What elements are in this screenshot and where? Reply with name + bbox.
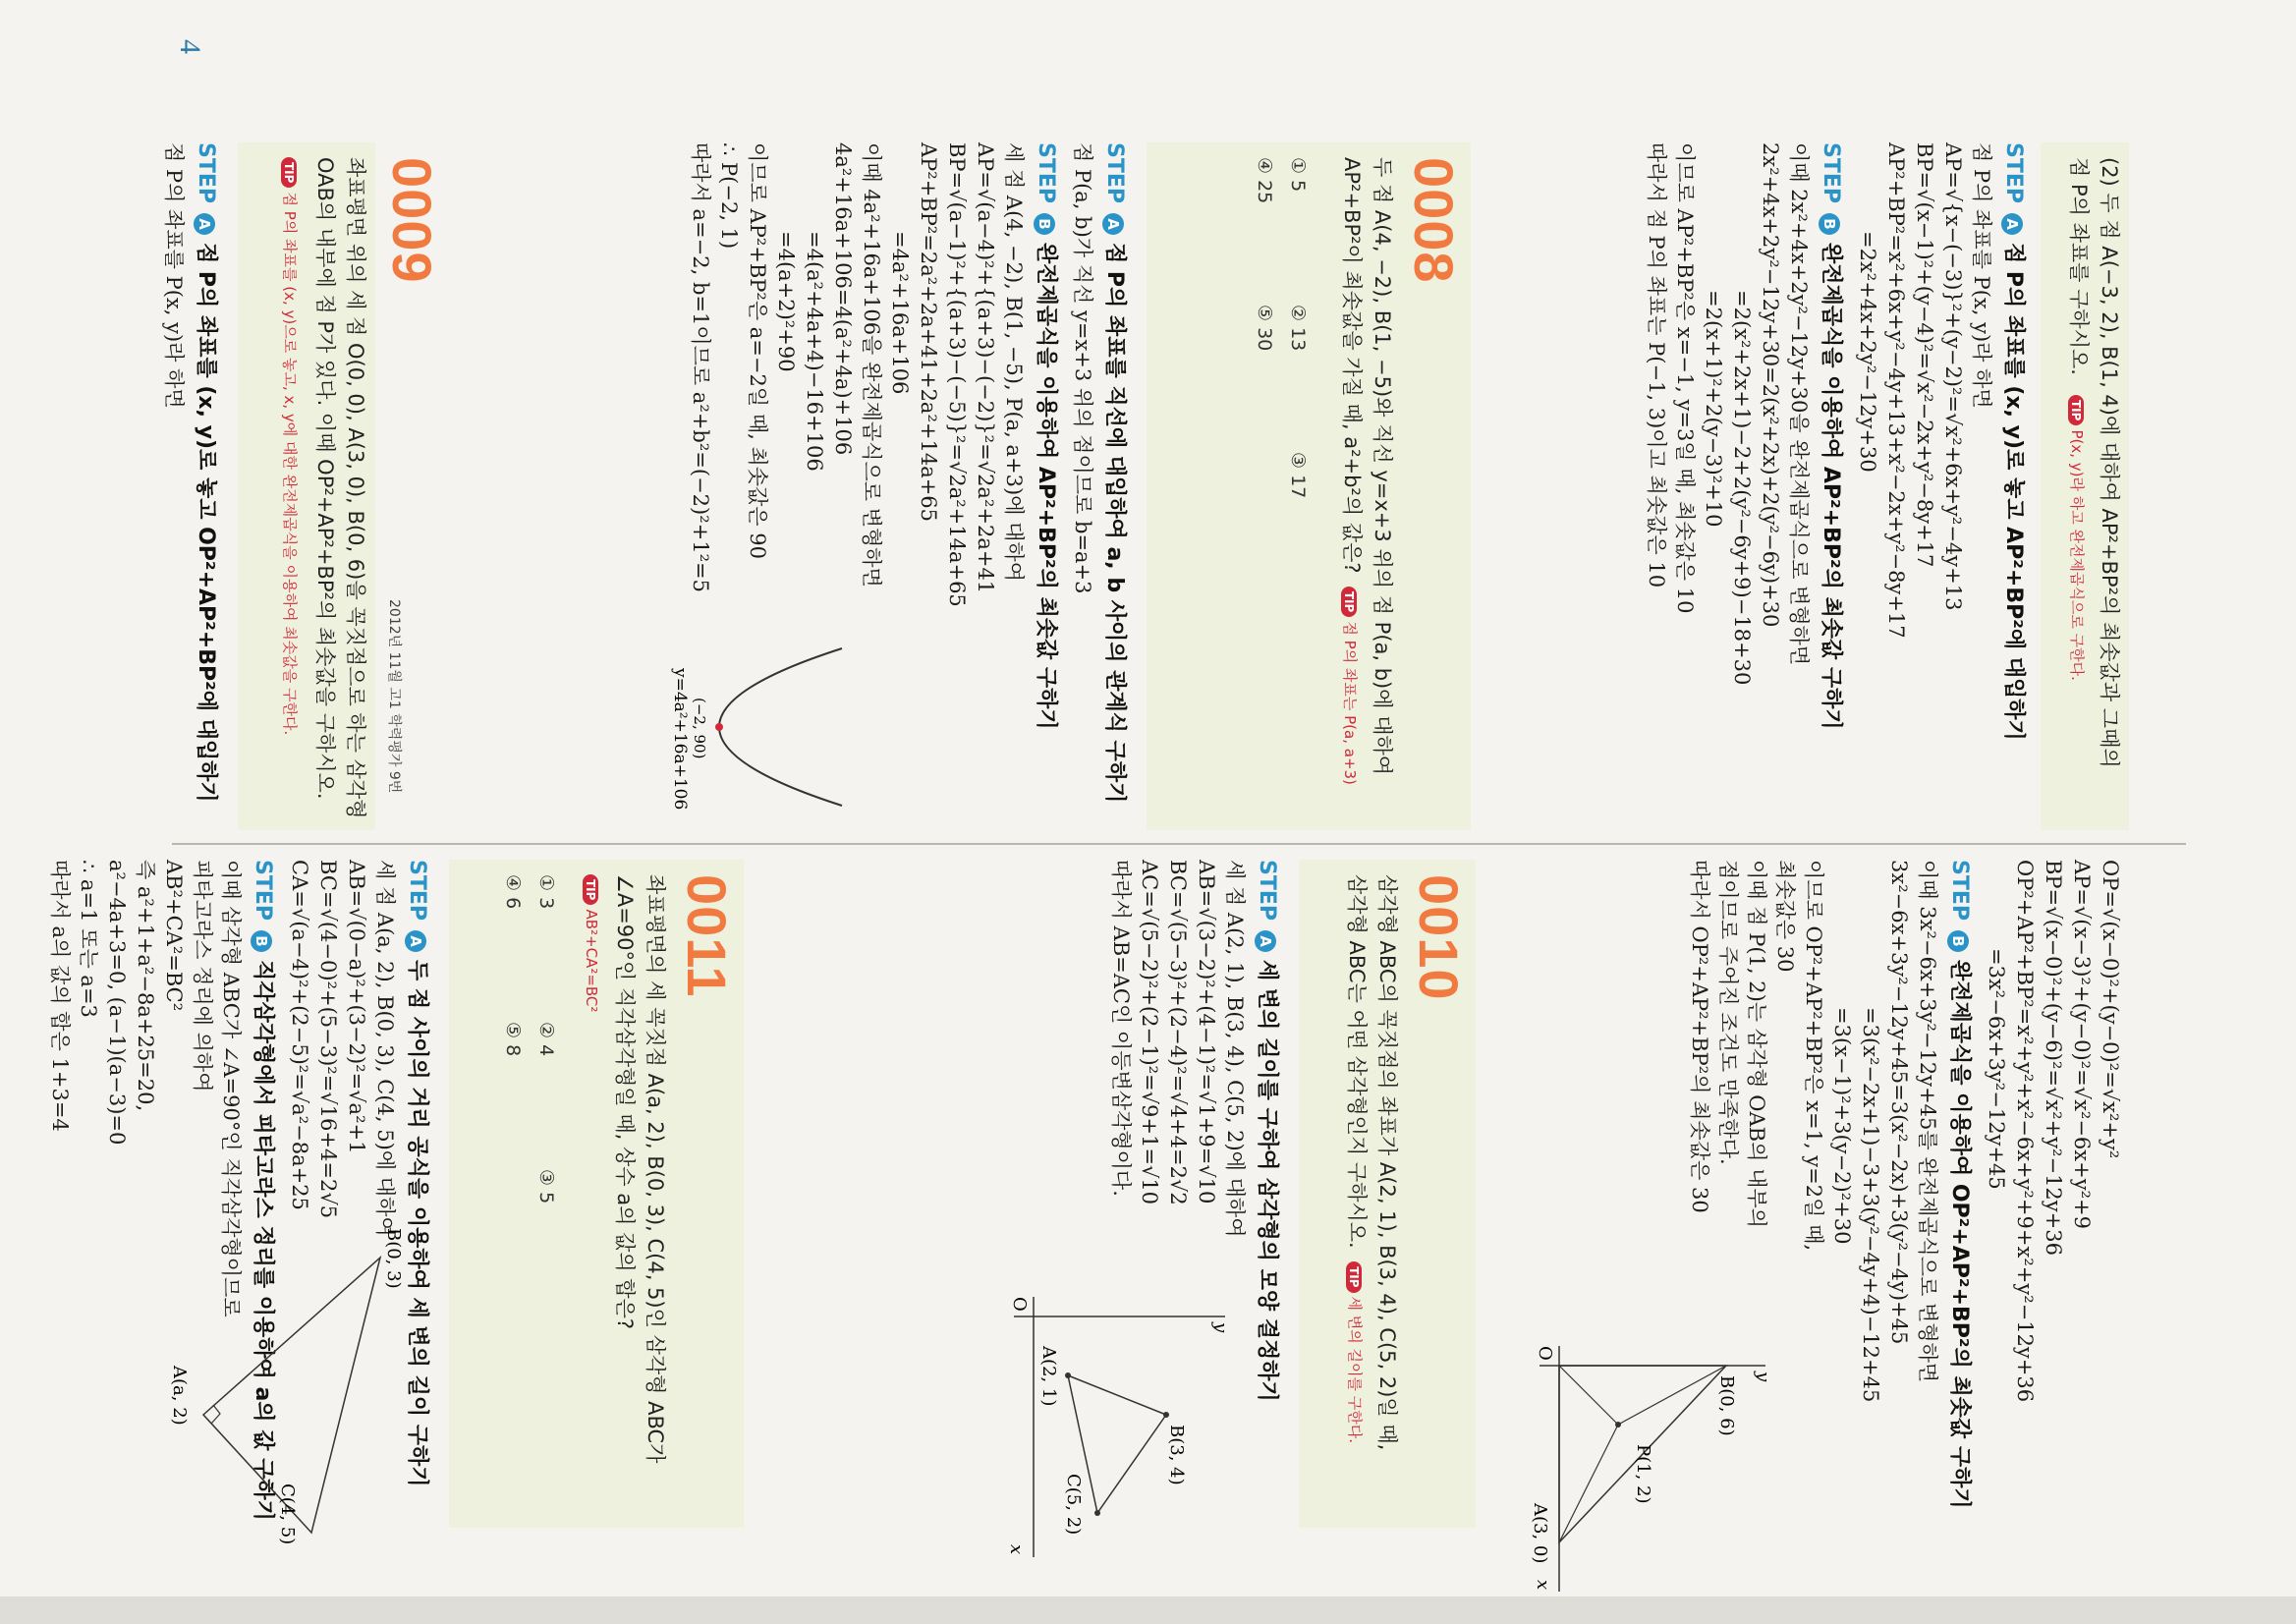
problem-number-0008: 0008	[1403, 157, 1465, 284]
solution-line: 즉 a²+1+a²−8a+25=20,	[134, 860, 157, 1112]
tip: TIP점 P의 좌표를 (x, y)으로 놓고, x, y에 대한 완전제곱식을 이용하여 최솟값을 구한다.	[275, 157, 304, 735]
problem-0008-line: 두 점 A(4, −2), B(1, −5)와 직선 y=x+3 위의 점 P(a, b)에 대하여	[1371, 157, 1394, 776]
right-triangle-figure	[154, 1218, 410, 1552]
tip-badge: TIP	[281, 157, 297, 188]
solution-line: 이때 3x²−6x+3y²−12y+45를 완전제곱식으로 변형하면	[1916, 860, 1939, 1383]
solution-line: =4a²+16a+106	[888, 231, 912, 395]
parabola-vertex	[715, 723, 723, 731]
triangle-oab-figure	[1520, 1307, 1785, 1601]
choice[interactable]: ③ 5	[535, 1169, 557, 1204]
parabola-curve	[719, 648, 842, 806]
tip-badge: TIP	[583, 874, 598, 905]
step-b-heading: STEPB완전제곱식을 이용하여 AP²+BP²의 최솟값 구하기	[1819, 142, 1843, 730]
solution-line: 이때 삼각형 ABC가 ∠A=90°인 직각삼각형이므로	[219, 860, 243, 1317]
point-c	[1094, 1510, 1100, 1516]
vertex-label: (−2, 90)	[691, 698, 708, 759]
solution-line: =2(x+1)²+2(y−3)²+10	[1702, 290, 1725, 528]
step-b-heading: STEPB완전제곱식을 이용하여 OP²+AP²+BP²의 최솟값 구하기	[1947, 860, 1972, 1509]
problem-0009-line: 좌표평면 위의 세 점 O(0, 0), A(3, 0), B(0, 6)을 꼭짓점으로 하는 삼각형	[344, 157, 367, 819]
solution-line: AP=√(a−4)²+{(a+3)−(−2)}²=√2a²+2a+41	[974, 142, 997, 594]
segment-po	[1559, 1366, 1618, 1425]
problem-cont-line: 점 P의 좌표를 구하시오.	[2067, 157, 2091, 375]
solution-line: =3(x²−2x+1)−3+3(y²−4y+4)−12+45	[1859, 1007, 1882, 1403]
solution-line: 따라서 점 P의 좌표는 P(−1, 3)이고 최솟값은 10	[1645, 142, 1668, 588]
solution-line: AP²+BP²=2a²+2a+41+2a²+14a+65	[917, 142, 940, 523]
solution-line: =2x²+4x+2y²−12y+30	[1856, 231, 1879, 473]
solution-line: 점 P의 좌표를 P(x, y)라 하면	[1970, 142, 1993, 409]
x-axis-label: x	[1533, 1580, 1553, 1591]
solution-line: 이므로 AP²+BP²은 a=−2일 때, 최솟값은 90	[746, 142, 769, 559]
solution-line: 따라서 AB=AC인 이등변삼각형이다.	[1109, 860, 1133, 1197]
choice[interactable]: ③ 17	[1287, 452, 1309, 499]
solution-line: 2x²+4x+2y²−12y+30=2(x²+2x)+2(y²−6y)+30	[1759, 142, 1782, 628]
solution-0009	[159, 142, 228, 830]
source-note: 2012년 11월 고1 학력평가 9번	[386, 599, 402, 794]
step-b-heading: STEPB직각삼각형에서 피타고라스 정리를 이용하여 a의 값 구하기	[251, 860, 275, 1521]
point-a-label: A(2, 1)	[1038, 1346, 1059, 1407]
choice[interactable]: ② 13	[1287, 305, 1309, 352]
point-c-label: C(4, 5)	[277, 1484, 298, 1545]
point-c-label: C(5, 2)	[1063, 1474, 1084, 1536]
step-b-heading: STEPB완전제곱식을 이용하여 AP²+BP²의 최솟값 구하기	[1034, 142, 1058, 730]
point-b-label: B(0, 6)	[1716, 1375, 1737, 1436]
solution-line: 점 P(a, b)가 직선 y=x+3 위의 점이므로 b=a+3	[1071, 142, 1094, 594]
problem-0011-line: 좌표평면의 세 꼭짓점 A(a, 2), B(0, 3), C(4, 5)인 삼각형 ABC가	[644, 874, 667, 1464]
solution-line: 이므로 OP²+AP²+BP²은 x=1, y=2일 때,	[1802, 860, 1825, 1252]
segment-pb	[1618, 1366, 1726, 1425]
problem-0009-line: OAB의 내부에 점 P가 있다. 이때 OP²+AP²+BP²의 최솟값을 구하시오.	[313, 157, 337, 800]
solution-line: 3x²−6x+3y²−12y+45=3(x²−2x)+3(y²−4y)+45	[1887, 860, 1911, 1345]
choices-0011	[496, 874, 563, 1523]
problem-number-0009: 0009	[381, 157, 443, 284]
choice[interactable]: ⑤ 8	[502, 1022, 524, 1057]
solution-line: AB²+CA²=BC²	[162, 860, 186, 1012]
solution-line: =3(x−1)²+3(y−2)²+30	[1830, 1007, 1854, 1245]
y-axis-label: y	[1753, 1372, 1773, 1382]
solution-line: CA=√(a−4)²+(2−5)²=√a²−8a+25	[288, 860, 311, 1210]
tip-badge: TIP	[1341, 587, 1357, 617]
solution-line: BP=√(x−0)²+(y−6)²=√x²+y²−12y+36	[2042, 860, 2065, 1256]
page-number: 4	[174, 39, 206, 54]
problem-0011-line: ∠A=90°인 직각삼각형일 때, 상수 a의 값의 합은?	[613, 874, 637, 1330]
segment-pa	[1559, 1425, 1618, 1542]
solution-line: =2(x²+2x+1)−2+2(y²−6y+9)−18+30	[1730, 290, 1754, 686]
solution-line: OP²+AP²+BP²=x²+y²+x²−6x+y²+9+x²+y²−12y+36	[2013, 860, 2037, 1403]
solution-line: BC=√(5−3)²+(2−4)²=√4+4=2√2	[1166, 860, 1190, 1205]
choice[interactable]: ④ 25	[1254, 157, 1275, 204]
solution-line: BP=√(a−1)²+{(a+3)−(−5)}²=√2a²+14a+65	[945, 142, 969, 607]
choice[interactable]: ① 5	[1287, 157, 1309, 193]
choice[interactable]: ④ 6	[502, 874, 524, 910]
problem-0010-line: 삼각형 ABC의 꼭짓점의 좌표가 A(2, 1), B(3, 4), C(5, 2)일 때,	[1375, 874, 1399, 1451]
triangle-abc-figure	[999, 1277, 1235, 1562]
origin-label: O	[1535, 1346, 1555, 1361]
choice[interactable]: ① 3	[535, 874, 557, 910]
point-a	[1065, 1372, 1071, 1378]
solution-line: AC=√(5−2)²+(2−1)²=√9+1=√10	[1138, 860, 1161, 1205]
origin-label: O	[1009, 1297, 1030, 1312]
right-angle-mark	[211, 1405, 220, 1424]
tip: TIPAB²+CA²=BC²	[577, 874, 605, 1012]
problem-0008-line: AP²+BP²이 최솟값을 가질 때, a²+b²의 값은?	[1340, 157, 1364, 574]
choice[interactable]: ⑤ 30	[1254, 305, 1275, 352]
solution-line: 따라서 a=−2, b=1이므로 a²+b²=(−2)²+1²=5	[689, 142, 712, 592]
solution-line: a²−4a+3=0, (a−1)(a−3)=0	[105, 860, 129, 1146]
step-a-heading: STEPA점 P의 좌표를 (x, y)로 놓고 OP²+AP²+BP²에 대입하기	[194, 142, 218, 803]
solution-line: AP=√{x−(−3)}²+(y−2)²=√x²+6x+y²−4y+13	[1941, 142, 1965, 611]
point-b-label: B(0, 3)	[383, 1228, 404, 1289]
parabola-graph	[665, 629, 852, 825]
solution-line: =4(a²+4a+4)−16+106	[803, 231, 826, 472]
choice[interactable]: ② 4	[535, 1022, 557, 1057]
point-a-label: A(a, 2)	[169, 1366, 190, 1426]
solution-line: =4(a+2)²+90	[774, 231, 798, 372]
solution-line: AP²+BP²=x²+6x+y²−4y+13+x²−2x+y²−8y+17	[1884, 142, 1908, 639]
point-b	[1163, 1412, 1169, 1418]
solution-line: 따라서 a의 값의 합은 1+3=4	[48, 860, 72, 1132]
solution-line: 점 P의 좌표를 P(x, y)라 하면	[162, 142, 186, 409]
solution-line: 세 점 A(a, 2), B(0, 3), C(4, 5)에 대하여	[373, 860, 397, 1237]
y-axis-label: y	[1210, 1322, 1231, 1333]
solution-line: 점이므로 주어진 조건도 만족한다.	[1716, 860, 1740, 1165]
tip: TIP세 변의 길이를 구한다.	[1339, 1261, 1370, 1443]
tip-badge: TIP	[1346, 1261, 1362, 1292]
solution-line: 이때 2x²+4x+2y²−12y+30을 완전제곱식으로 변형하면	[1787, 142, 1811, 666]
tip-badge: TIP	[2068, 395, 2084, 425]
point-p-label: P(1, 2)	[1633, 1444, 1653, 1504]
problem-0009	[275, 157, 370, 835]
problem-0011	[496, 874, 670, 1523]
solution-cont	[1642, 142, 2036, 830]
solution-line: BC=√(4−0)²+(5−3)²=√16+4=2√5	[316, 860, 340, 1219]
solution-line: 세 점 A(4, −2), B(1, −5), P(a, a+3)에 대하여	[1002, 142, 1026, 583]
solution-line: ∴ a=1 또는 a=3	[77, 860, 100, 1018]
problem-number-0011: 0011	[676, 874, 738, 998]
solution-line: AB=√(3−2)²+(4−1)²=√1+9=√10	[1195, 860, 1218, 1204]
solution-line: ∴ P(−2, 1)	[717, 142, 741, 250]
problem-0010	[1339, 874, 1402, 1523]
solution-line: 이때 점 P(1, 2)는 삼각형 OAB의 내부의	[1745, 860, 1768, 1228]
problem-number-0010: 0010	[1408, 874, 1470, 1001]
problem-cont	[2061, 157, 2124, 796]
solution-line: =3x²−6x+3y²−12y+45	[1985, 948, 2008, 1190]
x-axis-label: x	[1006, 1544, 1027, 1555]
solution-line: 4a²+16a+106=4(a²+4a)+106	[831, 142, 855, 456]
problem-0008	[1248, 157, 1397, 825]
step-a-heading: STEPA점 P의 좌표를 직선에 대입하여 a, b 사이의 관계식 구하기	[1102, 142, 1127, 804]
tip: TIPP(x, y)라 하고 완전제곱식으로 구한다.	[2061, 395, 2092, 681]
point-a-label: A(3, 0)	[1530, 1503, 1550, 1564]
solution-line: BP=√(x−1)²+(y−4)²=√x²−2x+y²−8y+17	[1913, 142, 1936, 568]
solution-line: AB=√(0−a)²+(3−2)²=√a²+1	[345, 860, 368, 1154]
solution-line: 최솟값은 30	[1773, 860, 1797, 973]
point-b-label: B(3, 4)	[1166, 1425, 1187, 1485]
solution-line: 이므로 AP²+BP²은 x=−1, y=3일 때, 최솟값은 10	[1673, 142, 1697, 614]
problem-cont-line: (2) 두 점 A(−3, 2), B(1, 4)에 대하여 AP²+BP²의 최솟값과 그때의	[2098, 157, 2121, 768]
solution-line: 피타고라스 정리에 의하여	[191, 860, 214, 1092]
solution-line: AP=√(x−3)²+(y−0)²=√x²−6x+y²+9	[2070, 860, 2094, 1229]
solution-line: 세 점 A(2, 1), B(3, 4), C(5, 2)에 대하여	[1223, 860, 1247, 1238]
parabola-label: y=4a²+16a+106	[670, 668, 690, 811]
problem-0010-line: 삼각형 ABC는 어떤 삼각형인지 구하시오.	[1345, 874, 1369, 1249]
tip: TIP점 P의 좌표는 P(a, a+3)	[1334, 587, 1365, 785]
solution-line: 따라서 OP²+AP²+BP²의 최솟값은 30	[1688, 860, 1711, 1213]
step-a-heading: STEPA점 P의 좌표를 (x, y)로 놓고 AP²+BP²에 대입하기	[2001, 142, 2026, 741]
choices-0008	[1248, 157, 1315, 825]
point-p	[1615, 1422, 1621, 1428]
step-a-heading: STEPA두 점 사이의 거리 공식을 이용하여 세 변의 길이 구하기	[405, 860, 429, 1487]
solution-line: 이때 4a²+16a+106을 완전제곱식으로 변형하면	[860, 142, 883, 588]
solution-line: OP=√(x−0)²+(y−0)²=√x²+y²	[2099, 860, 2122, 1159]
step-a-heading: STEPA세 변의 길이를 구하여 삼각형의 모양 결정하기	[1255, 860, 1279, 1402]
